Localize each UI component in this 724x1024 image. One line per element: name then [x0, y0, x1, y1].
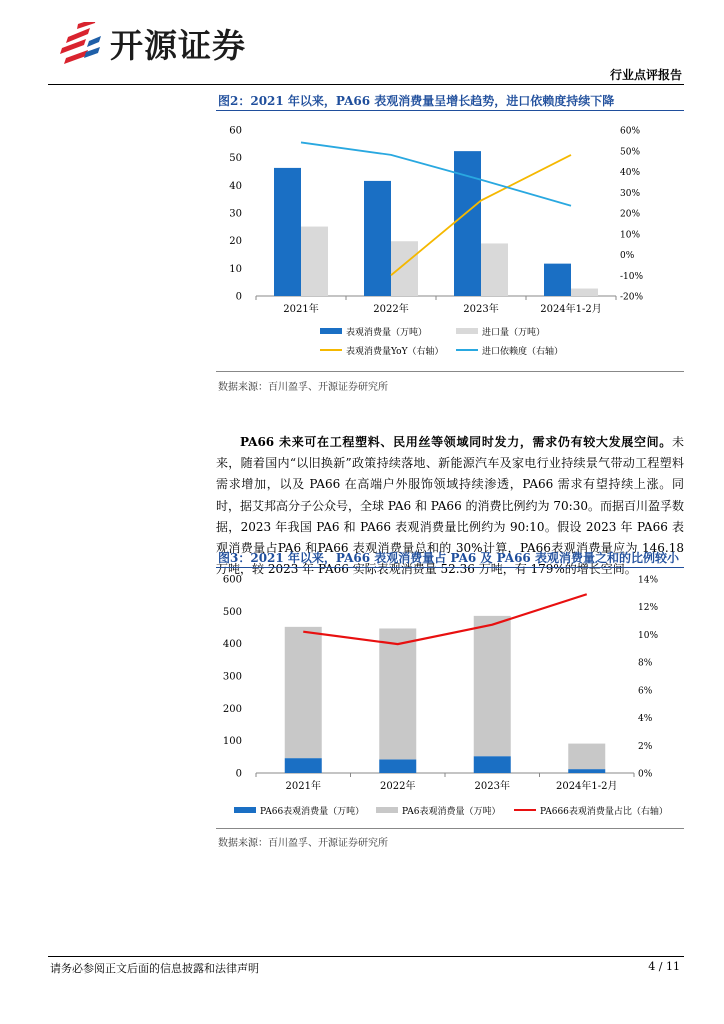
fig3-left-tick-label: 300	[222, 671, 242, 683]
fig3-bar	[379, 628, 416, 759]
footer-disclaimer: 请务必参阅正文后面的信息披露和法律声明	[50, 962, 259, 975]
figure3-source: 数据来源：百川盈孚、开源证券研究所	[218, 838, 388, 849]
fig2-bar	[274, 168, 301, 296]
fig2-x-tick-label: 2023年	[463, 304, 499, 315]
fig3-legend-label: PA66表观消费量（万吨）	[260, 807, 365, 817]
fig2-legend-swatch	[320, 328, 342, 334]
fig2-left-tick-label: 50	[229, 153, 242, 165]
fig3-bar	[568, 769, 605, 773]
fig2-left-tick-label: 30	[229, 208, 242, 220]
fig2-right-tick-label: 20%	[620, 209, 641, 220]
fig3-series-line	[303, 594, 587, 644]
fig3-legend-swatch	[376, 807, 398, 813]
fig3-left-tick-label: 100	[222, 736, 242, 748]
fig3-right-tick-label: 6%	[638, 686, 653, 697]
fig2-legend-label: 表观消费量（万吨）	[346, 328, 428, 338]
fig2-right-tick-label: 10%	[620, 230, 641, 241]
fig3-x-tick-label: 2023年	[474, 781, 510, 792]
fig3-bar	[474, 756, 511, 773]
fig2-x-tick-label: 2021年	[283, 304, 319, 315]
fig3-bar	[379, 759, 416, 773]
fig2-x-tick-label: 2024年1-2月	[540, 304, 602, 315]
fig3-right-tick-label: 0%	[638, 769, 653, 780]
fig2-series-line	[301, 142, 571, 205]
fig3-right-tick-label: 10%	[638, 630, 659, 641]
fig2-legend-label: 进口量（万吨）	[482, 328, 546, 338]
fig2-right-tick-label: 40%	[620, 168, 641, 178]
header-divider	[48, 84, 684, 85]
fig2-legend-label: 进口依赖度（右轴）	[482, 347, 564, 357]
fig3-bar	[474, 616, 511, 756]
fig2-right-tick-label: -20%	[620, 292, 644, 303]
figure3-title: 图3：2021 年以来，PA66 表观消费量占 PA6 及 PA66 表观消费量之和的比例较小	[218, 551, 679, 565]
fig3-legend-label: PA666表观消费量占比（右轴）	[540, 807, 668, 817]
paragraph-lead: PA66 未来可在工程塑料、民用丝等领域同时发力，需求仍有较大发展空间。	[240, 435, 672, 449]
fig2-right-tick-label: 60%	[620, 126, 641, 137]
fig3-left-tick-label: 400	[222, 639, 242, 651]
fig2-x-tick-label: 2022年	[373, 304, 409, 315]
logo-mark-icon	[56, 22, 102, 66]
fig3-x-tick-label: 2024年1-2月	[555, 781, 618, 792]
paragraph-body: 未来，随着国内“以旧换新”政策持续落地、新能源汽车及家电行业持续景气带动工程塑料需求增加，以及 PA66 在高端户外服饰领域持续渗透，PA66 需求有望持续上涨。同时，据艾邦高分子公众号，全球 PA6 和 PA66 的消费比例约为 70:30。而据百川盈孚数据，2023 年我国 PA6 和 PA66 表观消费量比例约为 90:10。假设 2023 年 PA66 表观消费量占PA6 和PA66 表观消费量总和的 30%计算，PA66表观消费量应为 146.18 万吨，较 2023 年 PA66 实际表观消费量 52.36 万吨，有 179%的增长空间。	[216, 435, 684, 577]
footer-divider	[48, 956, 684, 957]
figure2-title: 图2：2021 年以来，PA66 表观消费量呈增长趋势，进口依赖度持续下降	[218, 94, 615, 108]
fig3-right-tick-label: 8%	[638, 658, 653, 669]
fig3-x-tick-label: 2021年	[285, 781, 321, 792]
fig2-bar	[364, 181, 391, 296]
figure2-bottom-rule	[216, 371, 684, 372]
company-logo	[56, 20, 246, 67]
fig2-legend-swatch	[456, 328, 478, 334]
fig3-x-tick-label: 2022年	[380, 781, 416, 792]
fig2-bar	[571, 289, 598, 296]
fig3-legend-label: PA6表观消费量（万吨）	[402, 807, 501, 817]
fig2-right-tick-label: 30%	[620, 188, 641, 199]
fig2-left-tick-label: 10	[229, 263, 242, 275]
page-number: 4 / 11	[648, 960, 680, 973]
figure3-title-rule	[216, 567, 684, 568]
fig3-bar	[568, 744, 605, 770]
fig3-right-tick-label: 4%	[638, 714, 653, 725]
figure3-chart	[216, 570, 684, 825]
fig2-bar	[391, 241, 418, 296]
figure2-chart	[216, 115, 684, 365]
fig3-legend-swatch	[234, 807, 256, 813]
fig3-right-tick-label: 12%	[638, 603, 659, 614]
figure2-source: 数据来源：百川盈孚、开源证券研究所	[218, 382, 388, 393]
fig2-bar	[481, 243, 508, 296]
fig2-right-tick-label: 50%	[620, 147, 641, 158]
fig3-right-tick-label: 14%	[638, 575, 659, 586]
fig3-bar	[285, 627, 322, 758]
fig3-right-tick-label: 2%	[638, 741, 653, 752]
fig2-left-tick-label: 40	[229, 180, 242, 192]
fig3-left-tick-label: 0	[235, 768, 242, 780]
fig3-left-tick-label: 600	[222, 574, 242, 586]
figure3-bottom-rule	[216, 828, 684, 829]
fig2-right-tick-label: 0%	[620, 251, 635, 261]
fig2-legend-label: 表观消费量YoY（右轴）	[346, 347, 444, 357]
figure2-title-rule	[216, 110, 684, 111]
logo-text: 开源证券	[110, 26, 246, 65]
fig2-left-tick-label: 60	[229, 125, 242, 137]
fig2-right-tick-label: -10%	[620, 271, 644, 282]
fig3-left-tick-label: 200	[222, 703, 242, 715]
report-type-label: 行业点评报告	[609, 68, 682, 82]
fig2-left-tick-label: 0	[235, 291, 242, 303]
fig2-bar	[544, 264, 571, 296]
fig3-bar	[285, 758, 322, 773]
fig2-bar	[301, 227, 328, 296]
fig3-left-tick-label: 500	[222, 606, 242, 618]
fig2-left-tick-label: 20	[229, 236, 242, 248]
